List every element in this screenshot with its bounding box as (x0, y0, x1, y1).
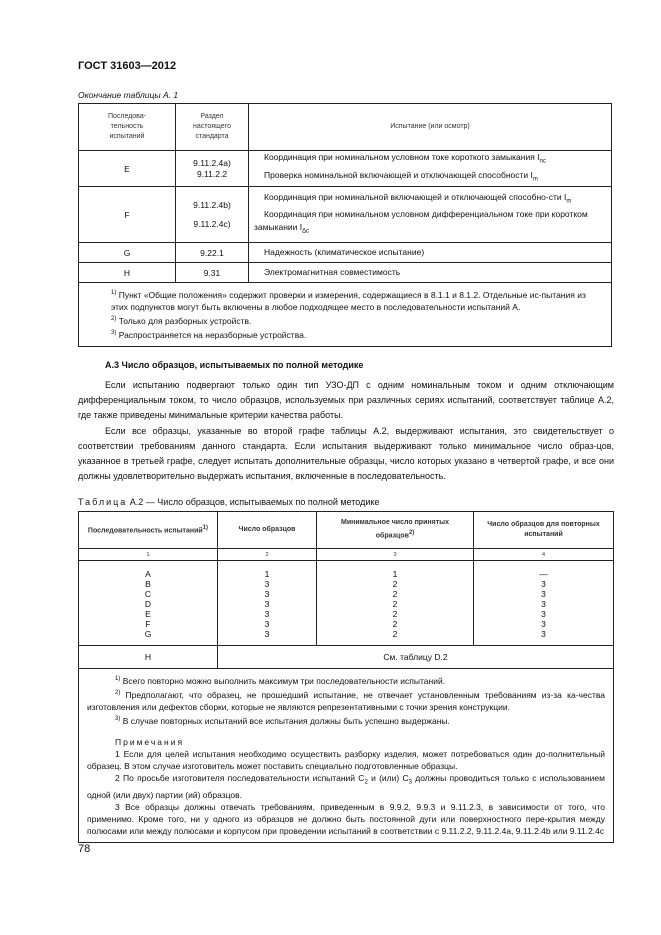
note-1: 1 Если для целей испытания необходимо осуществить разборку изделия, может потребоваться один до-полнительный образец. В этом случае изготовитель может поставить специально подготовленные образцы. (87, 749, 605, 772)
row-sections: 9.11.2.4a) 9.11.2.2 (176, 151, 249, 187)
page-number: 78 (78, 843, 91, 855)
header-test: Испытание (или осмотр) (249, 104, 612, 151)
row-tests: Координация при номинальном условном токе короткого замыкания $I_{nc}$ Проверка номинальной включающей и отключающей способности $I_m$ (249, 151, 612, 187)
see-table-d2: См. таблицу D.2 (218, 646, 614, 669)
row-sections: 9.11.2.4b) 9.11.2.4c) (176, 187, 249, 243)
table-a2-caption: Таблица А.2 — Число образцов, испытываемых по полной методике (78, 497, 380, 507)
notes-title: Примечания (115, 737, 185, 748)
note-2: 2 По просьбе изготовителя последовательности испытаний $С_2$ и (или) $С_3$ должны проводиться только с использованием одной (или двух) партии (ий) образцов. (87, 773, 605, 801)
table-row (79, 263, 612, 283)
sequence-h: H (79, 646, 218, 669)
table-a2 (78, 511, 614, 843)
table-a1 (78, 103, 612, 347)
samples-column: 1 3 3 3 3 3 3 (218, 561, 317, 646)
footnote: $^{1)}$ Пункт «Общие положения» содержит проверки и измерения, содержащиеся в 8.1.1 и 8.1.2. Отдельные ис-пытания из этих подпунктов могут быть включены в любое подходящее место в последовательности испытаний А. (111, 290, 586, 313)
table-row (79, 187, 612, 243)
row-seq: E (79, 151, 176, 187)
header-sequence: Последова- тельность испытаний (79, 104, 176, 151)
paragraph: Если все образцы, указанные во второй графе таблицы А.2, выдерживают испытания, это свидетельствует о соответствии требованиям данного стандарта. Если испытания выдерживают только минимальное число образ-цов, указанное в третьей графе, следует испытать дополнительные образцы, число которых указано в четвертой графе, и все они должны удовлетворительно выдержать испытания, включенные в последовательность. (78, 426, 614, 481)
row-section: 9.22.1 (176, 243, 249, 263)
row-seq: H (79, 263, 176, 283)
sequence-column: A B C D E F G (79, 561, 218, 646)
note-3: 3 Все образцы должны отвечать требованиям, приведенным в 9.9.2, 9.9.3 и 9.11.2.3, в зависимости от того, что применимо. Кроме того, ни у одного из образцов не должно быть постоянной дуги или поверхностного пере-крытия между полюсами или между полюсами и корпусом при проведении испытаний в соответствии с 9.11.2.2, 9.11.2.4а, 9.11.2.4b или 9.11.2.4c (87, 802, 605, 837)
footnote: $^{2)}$ Предполагают, что образец, не прошедший испытание, не отвечает установленным требованиям из-за ка-чества изготовления или дефектов сборки, которые не являются репрезентативными с точки зрения конструкции. (87, 689, 605, 712)
footnote: $^{2)}$ Только для разборных устройств. (111, 316, 252, 327)
section-title: А.3 Число образцов, испытываемых по полной методике (105, 360, 364, 370)
row-test: Электромагнитная совместимость (249, 263, 612, 283)
row-test: Надежность (климатическое испытание) (249, 243, 612, 263)
table-row (79, 243, 612, 263)
paragraph: Если испытанию подвергают только один тип УЗО-ДП с одним номинальным током и одним отключающим дифференциальным током, то число образцов, используемых при различных сериях испытаний, соответствует таблице А.2, где также приведены минимальные критерии качества работы. (78, 380, 614, 420)
header-samples: Число образцов (218, 512, 317, 549)
header-section: Раздел настоящего стандарта (176, 104, 249, 151)
header-min-accepted: Минимальное число принятых образцов$^{2)}$ (317, 512, 474, 549)
retest-column: — 3 3 3 3 3 3 (474, 561, 614, 646)
row-section: 9.31 (176, 263, 249, 283)
table-row (79, 151, 612, 187)
header-retest: Число образцов для повторных испытаний (474, 512, 614, 549)
table-row (79, 646, 614, 669)
column-numbers-row: 1 2 3 4 (79, 549, 614, 561)
table-a2-notes (79, 669, 614, 843)
table-a1-footnotes (79, 283, 612, 346)
row-tests: Координация при номинальной включающей и отключающей способно-сти $I_m$ Координация при номинальном условном дифференциальном токе при коротком замыкании $I_{\Delta c}$ (249, 187, 612, 243)
header-sequence: Последовательность испытаний$^{1)}$ (79, 512, 218, 549)
table-a1-caption: Окончание таблицы А. 1 (78, 90, 179, 100)
min-accepted-column: 1 2 2 2 2 2 2 (317, 561, 474, 646)
footnote: $^{3)}$ Распространяется на неразборные устройства. (111, 329, 307, 340)
row-seq: F (79, 187, 176, 243)
document-header: ГОСТ 31603—2012 (78, 60, 177, 72)
row-seq: G (79, 243, 176, 263)
table-row (79, 561, 614, 646)
footnote: $^{1)}$ Всего повторно можно выполнить максимум три последовательности испытаний. (115, 675, 446, 686)
footnote: $^{3)}$ В случае повторных испытаний все испытания должны быть успешно выдержаны. (115, 715, 450, 726)
